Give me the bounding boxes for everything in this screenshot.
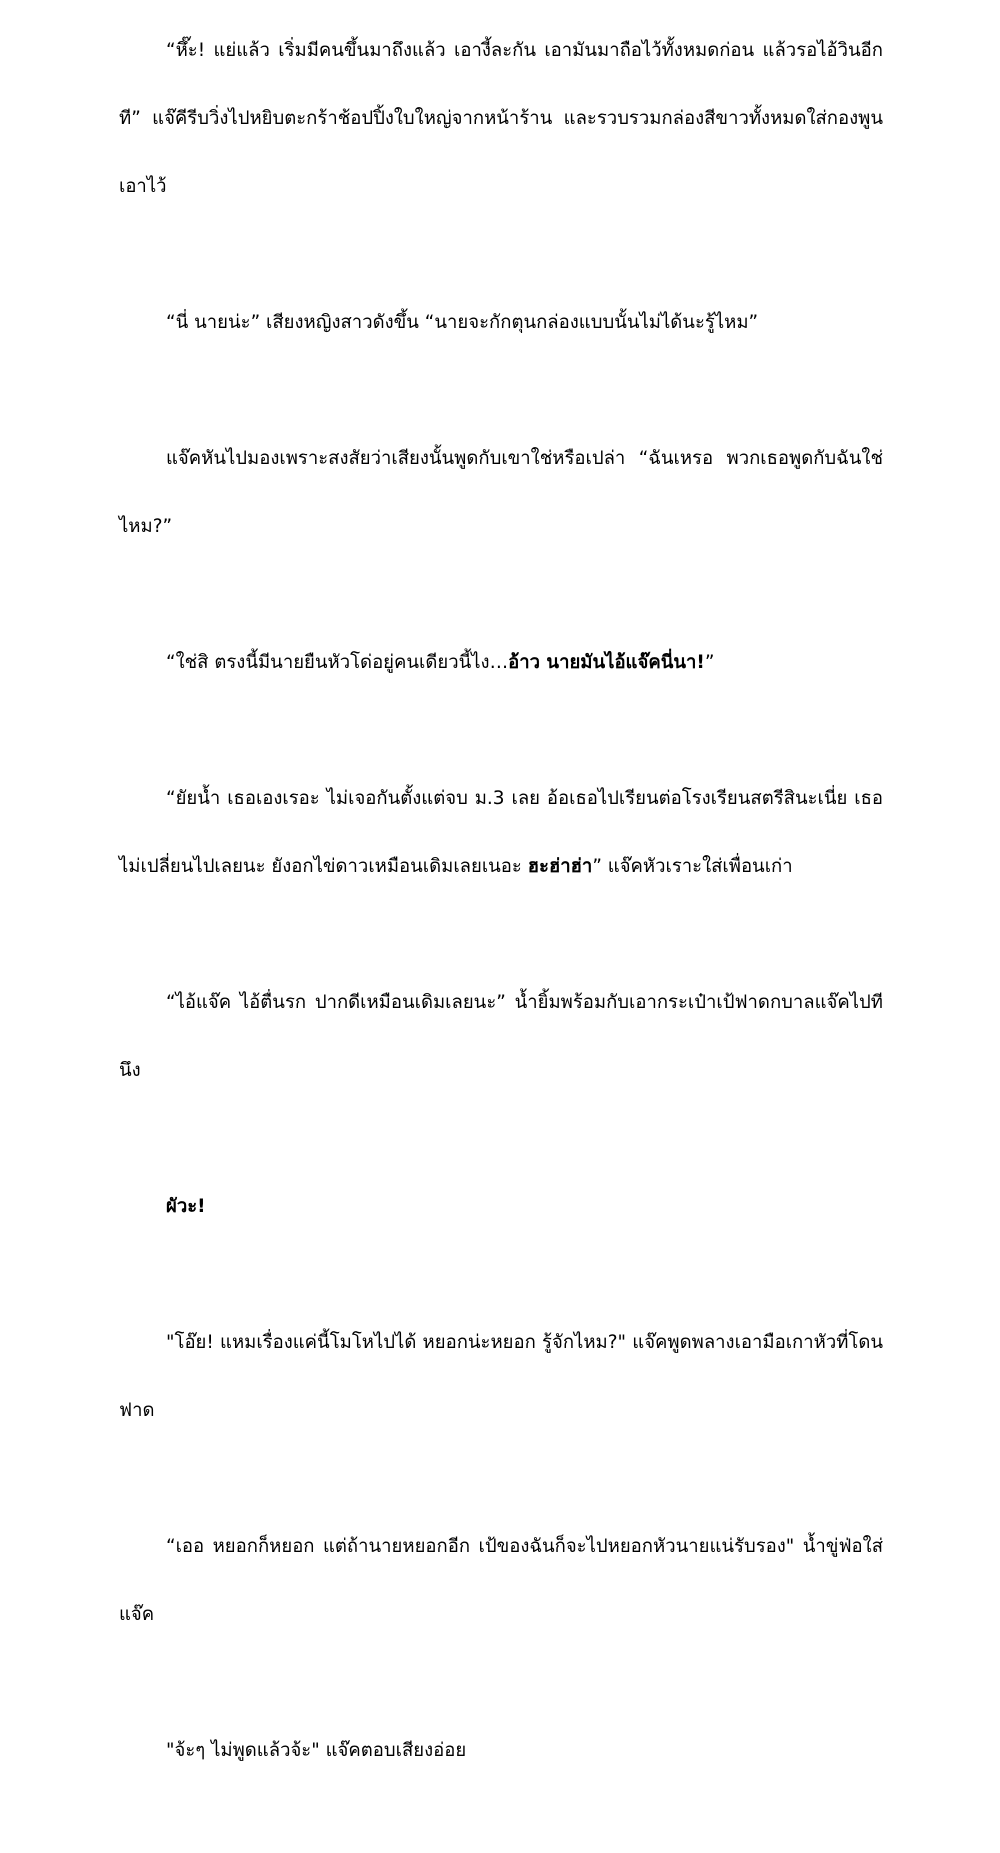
text-run: “ยัยน้ำ เธอเองเรอะ ไม่เจอกันตั้งแต่จบ ม.3 เลย อ้อเธอไปเรียนต่อโรงเรียนสตรีสินะเนี่ย เธอไม่เปลี่ยนไปเลยนะ ยังอกไข่ดาวเหมือนเดิมเลยเนอะ [119,788,883,877]
paragraph-10 [119,1717,883,1785]
paragraph-8 [119,1309,883,1445]
text-run: ” แจ๊คหัวเราะใส่เพื่อนเก่า [592,856,793,877]
text-run: แจ๊คหันไปมองเพราะสงสัยว่าเสียงนั้นพูดกับเขาใช่หรือเปล่า “ฉันเหรอ พวกเธอพูดกับฉันใช่ไหม?” [119,448,883,537]
bold-text-run: ผัวะ! [166,1196,206,1217]
text-run: ” [704,652,715,673]
text-run: "จ้ะๆ ไม่พูดแล้วจ้ะ" แจ๊คตอบเสียงอ่อย [166,1740,467,1761]
bold-text-run: ฮะฮ่าฮ่า [527,856,593,877]
paragraph-2 [119,289,883,357]
paragraph-5 [119,765,883,901]
paragraph-4 [119,629,883,697]
text-run: “ใช่สิ ตรงนี้มีนายยืนหัวโด่อยู่คนเดียวนี้ไง… [166,652,509,673]
paragraph-7 [119,1173,883,1241]
paragraph-3 [119,425,883,561]
paragraph-6 [119,969,883,1105]
text-run: “ไอ้แจ๊ค ไอ้ตื่นรก ปากดีเหมือนเดิมเลยนะ” น้ำยิ้มพร้อมกับเอากระเป๋าเป้ฟาดกบาลแจ๊คไปทีนึง [119,992,883,1081]
text-run: “หึ๊ะ! แย่แล้ว เริ่มมีคนขึ้นมาถึงแล้ว เอางี้ละกัน เอามันมาถือไว้ทั้งหมดก่อน แล้วรอไอ้วินอีกที” แจ๊คีรีบวิ่งไปหยิบตะกร้าช้อปปิ้งใบใหญ่จากหน้าร้าน และรวบรวมกล่องสีขาวทั้งหมดใส่กองพูนเอาไว้ [119,40,883,197]
text-run: “เออ หยอกก็หยอก แต่ถ้านายหยอกอีก เป้ของฉันก็จะไปหยอกหัวนายแน่รับรอง" น้ำขู่ฟ่อใส่แจ๊ค [119,1536,883,1625]
text-run: “นี่ นายน่ะ” เสียงหญิงสาวดังขึ้น “นายจะกักตุนกล่องแบบนั้นไม่ได้นะรู้ไหม” [166,312,759,333]
paragraph-9 [119,1513,883,1649]
paragraph-1 [119,17,883,221]
text-run: "โอ๊ย! แหมเรื่องแค่นี้โมโหไปได้ หยอกน่ะหยอก รู้จักไหม?" แจ๊คพูดพลางเอามือเกาหัวที่โดนฟาด [119,1332,883,1421]
bold-text-run: อ้าว นายมันไอ้แจ๊คนี่นา! [508,652,705,673]
story-text [119,17,883,1853]
